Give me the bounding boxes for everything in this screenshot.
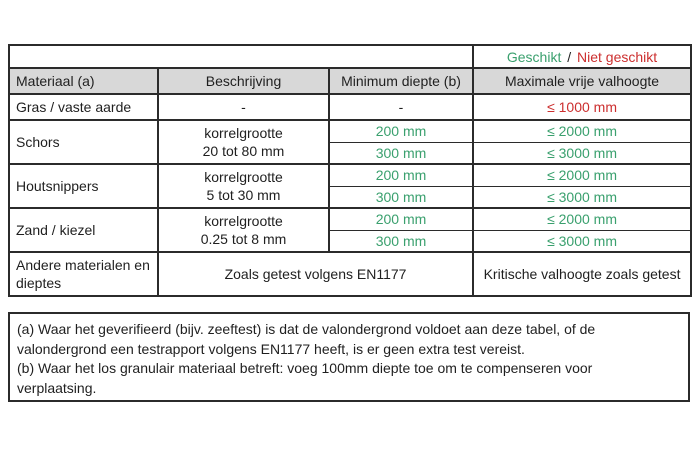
row-bark-1 (9, 120, 691, 142)
grass-max-height: ≤ 1000 mm (473, 94, 691, 120)
woodchips-description (158, 164, 329, 208)
row-grass (9, 94, 691, 120)
header-material: Materiaal (a) (9, 68, 158, 94)
bark-depth-1: 200 mm (329, 120, 473, 142)
row-sand-1 (9, 208, 691, 230)
legend-slash: / (567, 48, 572, 65)
bark-height-1: ≤ 2000 mm (473, 120, 691, 142)
header-description: Beschrijving (158, 68, 329, 94)
grass-description: - (158, 94, 329, 120)
row-woodchips-1 (9, 164, 691, 186)
footnote-line-4: verplaatsing. (17, 379, 97, 396)
header-max-fall-height: Maximale vrije valhoogte (473, 68, 691, 94)
bark-description (158, 120, 329, 164)
grass-material: Gras / vaste aarde (9, 94, 158, 120)
header-min-depth: Minimum diepte (b) (329, 68, 473, 94)
bark-height-2: ≤ 3000 mm (473, 142, 691, 164)
fall-surface-table (8, 44, 692, 297)
woodchips-material: Houtsnippers (9, 164, 158, 208)
sand-description-line1: korrelgrootte (204, 213, 283, 229)
bark-description-line1: korrelgrootte (204, 125, 283, 141)
footnote-line-1: (a) Waar het geverifieerd (bijv. zeeftest) is dat de valondergrond voldoet aan deze tabel, of de (17, 321, 596, 337)
woodchips-depth-1: 200 mm (329, 164, 473, 186)
woodchips-height-1: ≤ 2000 mm (473, 164, 691, 186)
woodchips-description-line2: 5 tot 30 mm (206, 187, 281, 203)
sand-height-2: ≤ 3000 mm (473, 230, 691, 252)
legend-not-suitable: Niet geschikt (577, 48, 658, 65)
bark-depth-2: 300 mm (329, 142, 473, 164)
legend-row (9, 45, 691, 68)
legend-suitable: Geschikt (506, 48, 562, 65)
bark-material: Schors (9, 120, 158, 164)
sand-material: Zand / kiezel (9, 208, 158, 252)
grass-min-depth: - (329, 94, 473, 120)
other-material (9, 252, 158, 296)
legend-cell (473, 45, 691, 68)
other-height: Kritische valhoogte zoals getest (473, 252, 691, 296)
sand-description (158, 208, 329, 252)
other-material-line1: Andere materialen en (16, 257, 150, 273)
sand-height-1: ≤ 2000 mm (473, 208, 691, 230)
woodchips-depth-2: 300 mm (329, 186, 473, 208)
legend-empty-cell (9, 45, 473, 68)
woodchips-height-2: ≤ 3000 mm (473, 186, 691, 208)
woodchips-description-line1: korrelgrootte (204, 169, 283, 185)
other-material-line2: dieptes (16, 275, 62, 291)
sand-depth-2: 300 mm (329, 230, 473, 252)
footnote-line-2: valondergrond een testrapport volgens EN1177 heeft, is er geen extra test vereist. (17, 340, 525, 357)
sand-depth-1: 200 mm (329, 208, 473, 230)
bark-description-line2: 20 tot 80 mm (202, 143, 285, 159)
sand-description-line2: 0.25 tot 8 mm (200, 231, 287, 247)
footnotes-box (8, 312, 690, 402)
column-header-row (9, 68, 691, 94)
row-other-materials (9, 252, 691, 296)
footnote-line-3: (b) Waar het los granulair materiaal betreft: voeg 100mm diepte toe om te compenseren voor (17, 360, 593, 376)
other-tested: Zoals getest volgens EN1177 (158, 252, 473, 296)
